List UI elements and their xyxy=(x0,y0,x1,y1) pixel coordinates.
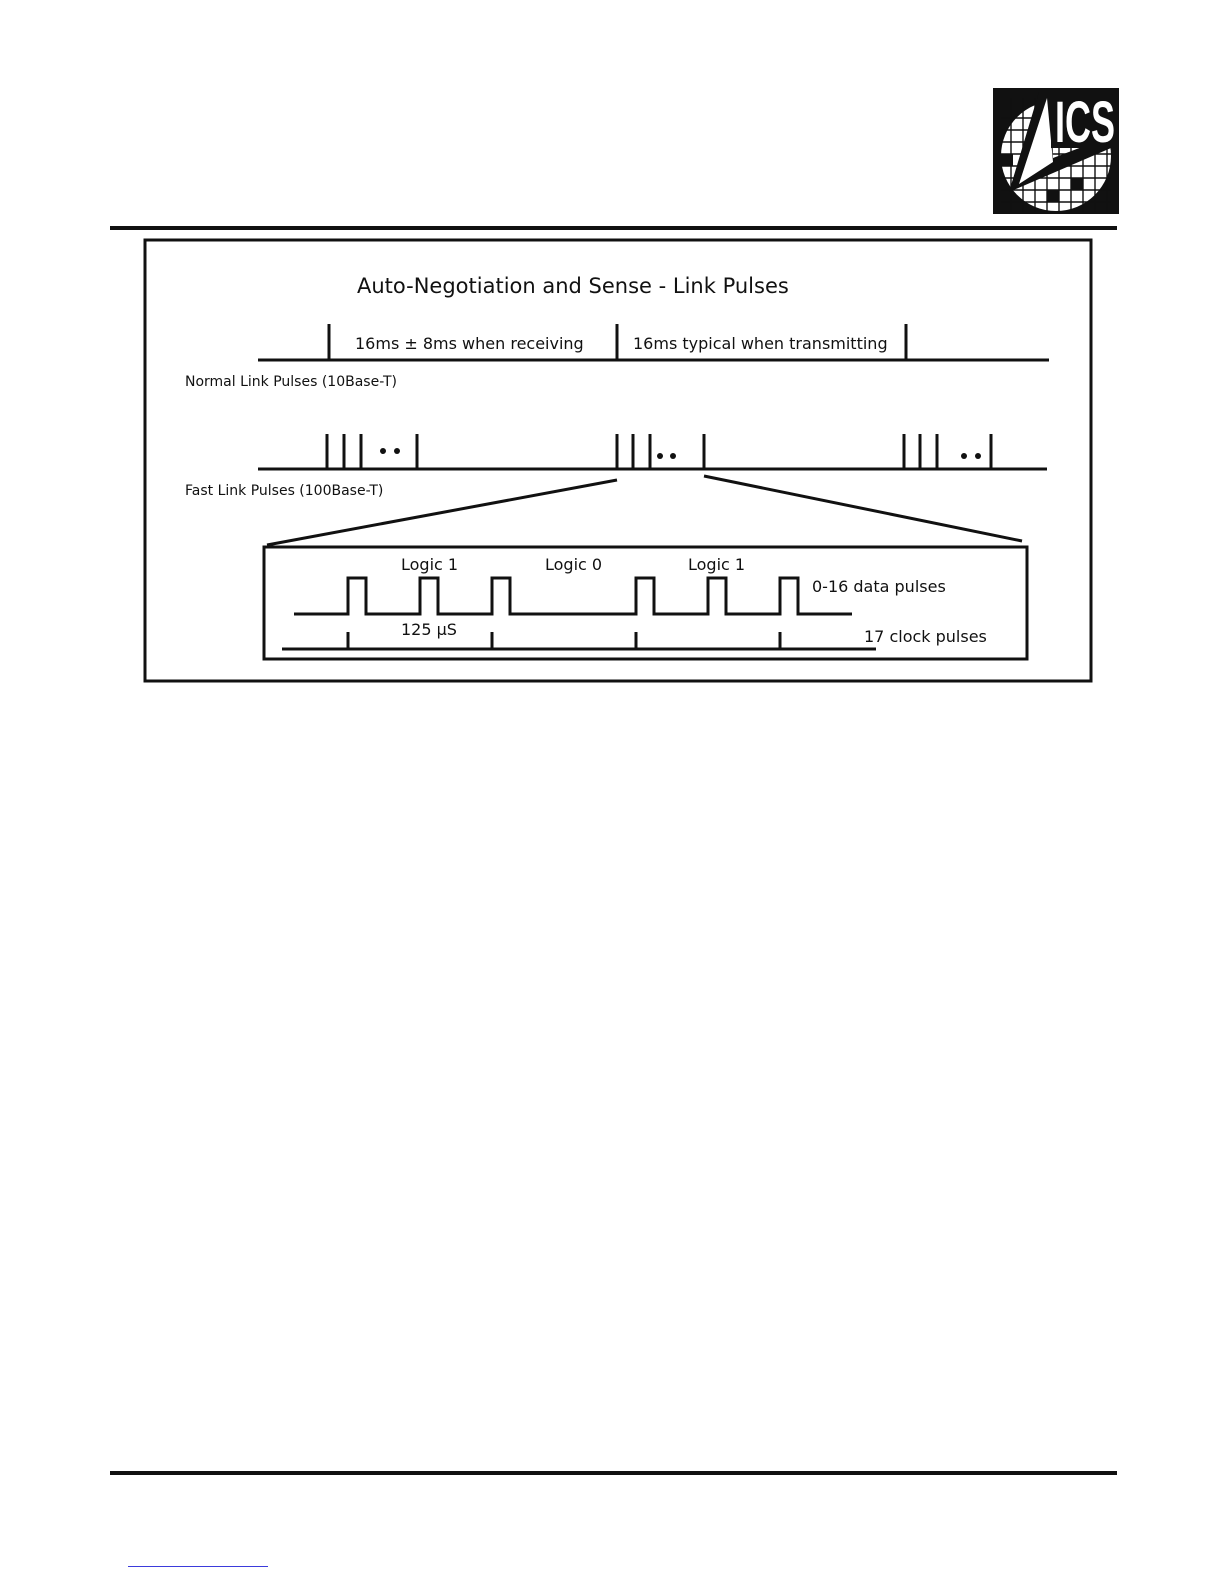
logic-label: Logic 1 xyxy=(401,555,459,574)
footer-link-underline[interactable] xyxy=(128,1566,268,1567)
continuation-dots xyxy=(380,448,981,459)
clock-pulses-label: 17 clock pulses xyxy=(864,627,987,646)
logo-text: ICS xyxy=(1055,90,1115,155)
transmitting-interval-label: 16ms typical when transmitting xyxy=(633,334,888,353)
logic-label: Logic 1 xyxy=(688,555,746,574)
fast-link-burst-1 xyxy=(327,434,417,469)
fast-link-pulses-label: Fast Link Pulses (100Base-T) xyxy=(185,483,384,499)
receiving-interval-label: 16ms ± 8ms when receiving xyxy=(355,334,584,353)
fast-link-burst-3 xyxy=(904,434,991,469)
data-pulses-label: 0-16 data pulses xyxy=(812,577,946,596)
normal-link-pulses-label: Normal Link Pulses (10Base-T) xyxy=(185,374,397,390)
data-pulse-waveform xyxy=(294,578,852,614)
clock-period-label: 125 μS xyxy=(401,620,457,639)
zoom-line-right xyxy=(704,476,1022,541)
logic-label: Logic 0 xyxy=(545,555,603,574)
footer-rule xyxy=(110,1471,1117,1475)
diagram-title: Auto-Negotiation and Sense - Link Pulses xyxy=(357,274,789,298)
fast-link-burst-2 xyxy=(617,434,704,469)
